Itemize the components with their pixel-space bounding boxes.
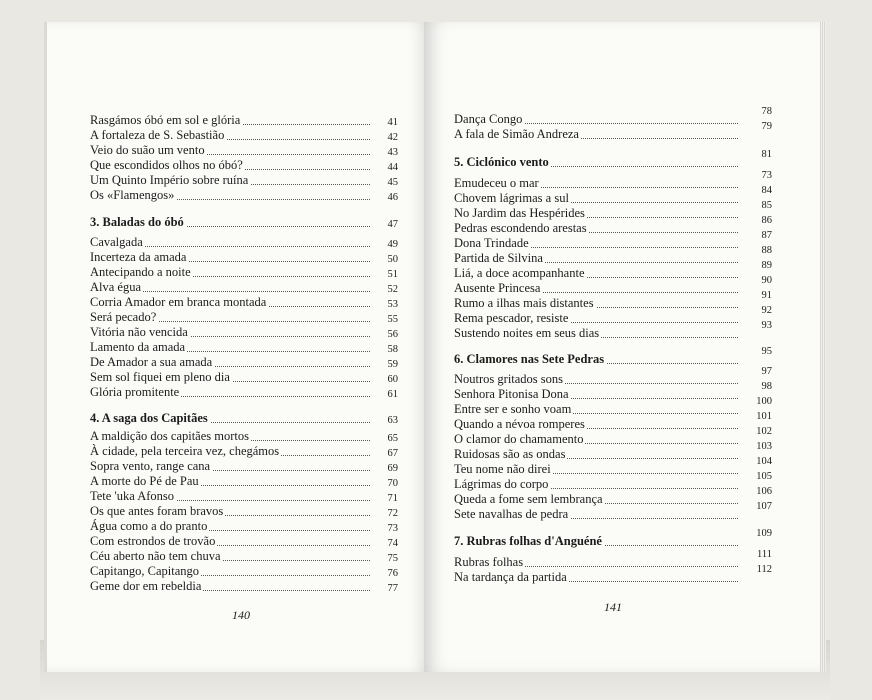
entry-title: Será pecado?	[90, 310, 157, 324]
entry-title: Lágrimas do corpo	[454, 477, 549, 491]
section-heading	[454, 149, 772, 170]
toc-entry	[90, 578, 398, 594]
toc-entry	[90, 127, 398, 143]
toc-entry	[454, 275, 772, 296]
section-heading	[454, 346, 772, 367]
entry-title: Rasgámos óbó em sol e glória	[90, 113, 241, 127]
entry-page-number: 72	[387, 508, 398, 519]
entry-page-number: 73	[387, 523, 398, 534]
entry-title: À cidade, pela terceira vez, chegámos	[90, 444, 280, 458]
entry-title: Emudeceu o mar	[454, 176, 539, 190]
entry-page-number: 56	[387, 329, 398, 340]
entry-page-number: 98	[761, 381, 772, 392]
entry-title: A fortaleza de S. Sebastião	[90, 128, 225, 142]
entry-page-number: 88	[761, 245, 772, 256]
toc-entry	[454, 486, 772, 507]
entry-title: A fala de Simão Andreza	[454, 127, 579, 141]
entry-title: O clamor do chamamento	[454, 432, 584, 446]
toc-entry	[90, 339, 398, 355]
entry-title: A maldição dos capitães mortos	[90, 429, 249, 443]
toc-entry	[454, 411, 772, 432]
entry-title: Os «Flamengos»	[90, 188, 175, 202]
entry-page-number: 104	[756, 456, 772, 467]
toc-entry	[454, 320, 772, 341]
toc-entry	[90, 428, 398, 444]
toc-entry	[90, 473, 398, 489]
entry-page-number: 85	[761, 200, 772, 211]
entry-title: Ausente Princesa	[454, 281, 541, 295]
toc-entry	[90, 142, 398, 158]
entry-title: Dança Congo	[454, 112, 523, 126]
entry-page-number: 50	[387, 254, 398, 265]
entry-page-number: 58	[387, 344, 398, 355]
entry-page-number: 105	[756, 471, 772, 482]
toc-entry	[90, 384, 398, 400]
entry-title: Sem sol fiquei em pleno dia	[90, 370, 230, 384]
entry-title: Noutros gritados sons	[454, 372, 564, 386]
entry-page-number: 112	[756, 564, 772, 575]
entry-title: Vitória não vencida	[90, 325, 188, 339]
toc-entry	[90, 548, 398, 564]
entry-title: 6. Clamores nas Sete Pedras	[454, 352, 605, 366]
entry-page-number: 49	[387, 239, 398, 250]
toc-entry	[454, 200, 772, 221]
toc-entry	[454, 441, 772, 462]
entry-page-number: 63	[387, 415, 398, 426]
entry-page-number: 89	[761, 260, 772, 271]
toc-entry	[454, 185, 772, 206]
entry-title: Um Quinto Império sobre ruína	[90, 173, 249, 187]
entry-title: Entre ser e sonho voam	[454, 402, 572, 416]
toc-entry	[454, 245, 772, 266]
entry-page-number: 86	[761, 215, 772, 226]
toc-entry	[90, 294, 398, 310]
toc-entry	[454, 305, 772, 326]
entry-page-number: 70	[387, 478, 398, 489]
section-heading	[90, 214, 398, 230]
entry-title: 7. Rubras folhas d'Anguéné	[454, 534, 602, 548]
entry-page-number: 55	[387, 314, 398, 325]
entry-page-number: 107	[756, 501, 772, 512]
toc-entry	[90, 324, 398, 340]
entry-title: Rema pescador, resiste	[454, 311, 569, 325]
entry-page-number: 69	[387, 463, 398, 474]
entry-page-number: 76	[387, 568, 398, 579]
right-page-number: 141	[604, 600, 622, 614]
entry-title: Sete navalhas de pedra	[454, 507, 569, 521]
entry-title: Alva égua	[90, 280, 142, 294]
entry-title: Queda a fome sem lembrança	[454, 492, 603, 506]
toc-entry	[90, 533, 398, 549]
entry-title: Veio do suão um vento	[90, 143, 205, 157]
entry-page-number: 91	[761, 290, 772, 301]
entry-title: Chovem lágrimas a sul	[454, 191, 569, 205]
entry-title: Lamento da amada	[90, 340, 186, 354]
entry-page-number: 101	[756, 411, 772, 422]
entry-page-number: 59	[387, 359, 398, 370]
entry-title: Partida de Silvina	[454, 251, 543, 265]
entry-page-number: 87	[761, 230, 772, 241]
entry-title: Liá, a doce acompanhante	[454, 266, 585, 280]
entry-title: Que escondidos olhos no óbó?	[90, 158, 243, 172]
entry-title: Ruidosas são as ondas	[454, 447, 566, 461]
entry-page-number: 65	[387, 433, 398, 444]
entry-page-number: 109	[756, 528, 772, 539]
entry-page-number: 90	[761, 275, 772, 286]
toc-entry	[90, 112, 398, 128]
toc-entry	[454, 426, 772, 447]
toc-entry	[90, 157, 398, 173]
entry-page-number: 43	[387, 147, 398, 158]
entry-title: A morte do Pé de Pau	[90, 474, 199, 488]
entry-page-number: 84	[761, 185, 772, 196]
entry-page-number: 42	[387, 132, 398, 143]
toc-entry	[454, 381, 772, 402]
entry-page-number: 74	[387, 538, 398, 549]
entry-title: Céu aberto não tem chuva	[90, 549, 221, 563]
entry-page-number: 75	[387, 553, 398, 564]
entry-title: Teu nome não direi	[454, 462, 551, 476]
entry-title: Geme dor em rebeldia	[90, 579, 202, 593]
toc-entry	[454, 471, 772, 492]
toc-entry	[90, 563, 398, 579]
toc-entry	[454, 215, 772, 236]
toc-entry	[90, 503, 398, 519]
entry-page-number: 67	[387, 448, 398, 459]
entry-title: Cavalgada	[90, 235, 143, 249]
entry-title: De Amador a sua amada	[90, 355, 213, 369]
toc-entry	[90, 264, 398, 280]
entry-page-number: 71	[387, 493, 398, 504]
entry-page-number: 100	[756, 396, 772, 407]
entry-page-number: 81	[761, 149, 772, 160]
toc-entry	[454, 121, 772, 142]
entry-page-number: 106	[756, 486, 772, 497]
toc-entry	[454, 456, 772, 477]
entry-page-number: 60	[387, 374, 398, 385]
toc-entry	[90, 458, 398, 474]
toc-entry	[454, 501, 772, 522]
entry-page-number: 77	[387, 583, 398, 594]
entry-title: Rumo a ilhas mais distantes	[454, 296, 594, 310]
toc-entry	[454, 290, 772, 311]
entry-title: Água como a do pranto	[90, 519, 208, 533]
toc-entry	[90, 279, 398, 295]
entry-page-number: 95	[761, 346, 772, 357]
toc-entry	[454, 549, 772, 570]
entry-title: Incerteza da amada	[90, 250, 187, 264]
toc-entry	[454, 260, 772, 281]
entry-page-number: 78	[761, 106, 772, 117]
entry-title: Senhora Pitonisa Dona	[454, 387, 569, 401]
section-heading	[90, 410, 398, 426]
toc-entry	[454, 106, 772, 127]
entry-page-number: 44	[387, 162, 398, 173]
toc-entry	[90, 234, 398, 250]
entry-page-number: 93	[761, 320, 772, 331]
toc-entry	[90, 488, 398, 504]
entry-page-number: 79	[761, 121, 772, 132]
toc-entry	[454, 170, 772, 191]
entry-page-number: 73	[761, 170, 772, 181]
entry-page-number: 52	[387, 284, 398, 295]
entry-title: Sustendo noites em seus dias	[454, 326, 600, 340]
entry-page-number: 111	[757, 549, 772, 560]
toc-entry	[454, 366, 772, 387]
toc-entry	[90, 249, 398, 265]
entry-page-number: 61	[387, 389, 398, 400]
entry-title: Capitango, Capitango	[90, 564, 200, 578]
entry-title: Pedras escondendo arestas	[454, 221, 587, 235]
entry-title: Sopra vento, range cana	[90, 459, 211, 473]
entry-page-number: 92	[761, 305, 772, 316]
entry-title: Glória promitente	[90, 385, 180, 399]
section-heading	[454, 528, 772, 549]
entry-title: Os que antes foram bravos	[90, 504, 224, 518]
toc-entry	[454, 230, 772, 251]
toc-entry	[90, 369, 398, 385]
entry-page-number: 97	[761, 366, 772, 377]
toc-entry	[90, 443, 398, 459]
entry-title: Dona Trindade	[454, 236, 529, 250]
entry-title: Antecipando a noite	[90, 265, 191, 279]
toc-entry	[90, 172, 398, 188]
entry-title: 5. Ciclónico vento	[454, 155, 549, 169]
entry-title: Quando a névoa romperes	[454, 417, 585, 431]
entry-page-number: 103	[756, 441, 772, 452]
toc-entry	[90, 309, 398, 325]
entry-title: Tete 'uka Afonso	[90, 489, 174, 503]
toc-entry	[90, 518, 398, 534]
entry-page-number: 53	[387, 299, 398, 310]
entry-page-number: 46	[387, 192, 398, 203]
entry-title: Rubras folhas	[454, 555, 524, 569]
toc-entry	[90, 187, 398, 203]
entry-page-number: 41	[387, 117, 398, 128]
entry-title: Na tardança da partida	[454, 570, 567, 584]
entry-title: Corria Amador em branca montada	[90, 295, 267, 309]
entry-page-number: 47	[387, 219, 398, 230]
entry-title: 3. Baladas do óbó	[90, 215, 184, 229]
toc-entry	[90, 354, 398, 370]
left-page-number: 140	[232, 608, 250, 622]
entry-title: No Jardim das Hespérides	[454, 206, 585, 220]
toc-entry	[454, 396, 772, 417]
toc-entry	[454, 564, 772, 585]
entry-page-number: 51	[387, 269, 398, 280]
entry-page-number: 45	[387, 177, 398, 188]
entry-title: Com estrondos de trovão	[90, 534, 216, 548]
entry-title: 4. A saga dos Capitães	[90, 411, 208, 425]
entry-page-number: 102	[756, 426, 772, 437]
